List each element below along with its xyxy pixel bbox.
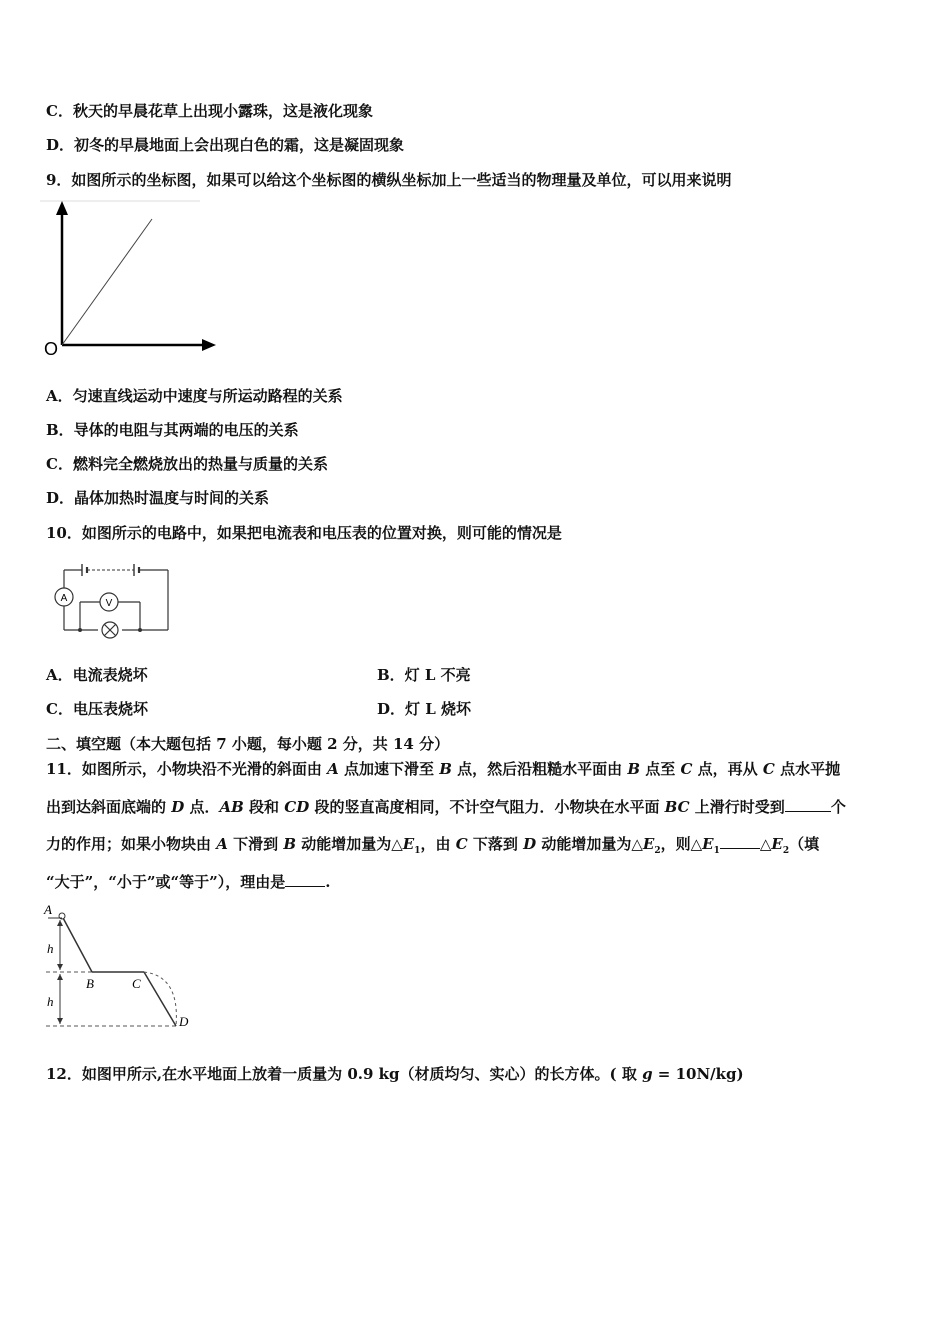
q11-slope-diagram xyxy=(40,898,200,1034)
q8-option-d: D．初冬的早晨地面上会出现白色的霜，这是凝固现象 xyxy=(46,136,405,154)
x-axis-arrow-icon xyxy=(202,339,216,351)
point-b-label: B xyxy=(86,976,94,991)
point-a-label: A xyxy=(44,902,52,917)
q9-coordinate-graph xyxy=(40,195,225,365)
answer-blank-2[interactable] xyxy=(720,834,760,849)
q9-stem: 9．如图所示的坐标图，如果可以给这个坐标图的横纵坐标加上一些适当的物理量及单位，可以用来说明 xyxy=(46,171,732,189)
proportional-line xyxy=(62,219,152,345)
q9-option-c: C．燃料完全燃烧放出的热量与质量的关系 xyxy=(46,455,328,473)
voltmeter-label: V xyxy=(105,598,113,609)
answer-blank-3[interactable] xyxy=(285,872,325,887)
answer-blank-1[interactable] xyxy=(785,797,831,812)
q9-option-a: A．匀速直线运动中速度与所运动路程的关系 xyxy=(46,387,343,405)
q10-option-c: C．电压表烧坏 xyxy=(46,700,148,718)
q9-option-d: D．晶体加热时温度与时间的关系 xyxy=(46,489,270,507)
height-label-upper: h xyxy=(47,941,54,956)
q8-option-c: C．秋天的早晨花草上出现小露珠，这是液化现象 xyxy=(46,102,373,120)
height-arrow-icon xyxy=(57,920,63,926)
q10-option-d: D．灯 L 烧坏 xyxy=(377,700,471,718)
section-heading: 二、填空题（本大题包括 7 小题，每小题 2 分，共 14 分） xyxy=(46,735,450,753)
point-d-label: D xyxy=(179,1014,189,1029)
q10-circuit-diagram xyxy=(44,560,176,644)
q10-option-b: B．灯 L 不亮 xyxy=(377,666,471,684)
height-label-lower: h xyxy=(47,994,54,1009)
q10-option-a: A．电流表烧坏 xyxy=(46,666,148,684)
point-c-label: C xyxy=(132,976,141,991)
q11-line-1: 11．如图所示，小物块沿不光滑的斜面由 A 点加速下滑至 B 点，然后沿粗糙水平面由 B 点至 C 点，再从 C 点水平抛 xyxy=(46,760,841,778)
origin-label: O xyxy=(44,339,59,359)
y-axis-arrow-icon xyxy=(56,201,68,215)
q11-line-3: 力的作用；如果小物块由 A 下滑到 B 动能增加量为$\triangle E_1$，由 C 下落到 D 动能增加量为$\triangle E_2$，则$\triangle E_1$ $\triangle E_2$（填 xyxy=(46,835,820,856)
q10-stem: 10．如图所示的电路中，如果把电流表和电压表的位置对换，则可能的情况是 xyxy=(46,524,562,542)
q9-option-b: B．导体的电阻与其两端的电压的关系 xyxy=(46,421,299,439)
q11-line-2: 出到达斜面底端的 D 点．AB 段和 CD 段的竖直高度相同，不计空气阻力．小物块在水平面 BC 上滑行时受到 个 xyxy=(46,798,846,816)
q12-stem: 12．如图甲所示,在水平地面上放着一质量为 0.9 kg（材质均匀、实心）的长方体。( 取 g = 10N/kg) xyxy=(46,1065,744,1083)
q11-line-4: “大于”，“小于”或“等于”），理由是 . xyxy=(46,873,331,891)
ammeter-label: A xyxy=(60,593,68,604)
